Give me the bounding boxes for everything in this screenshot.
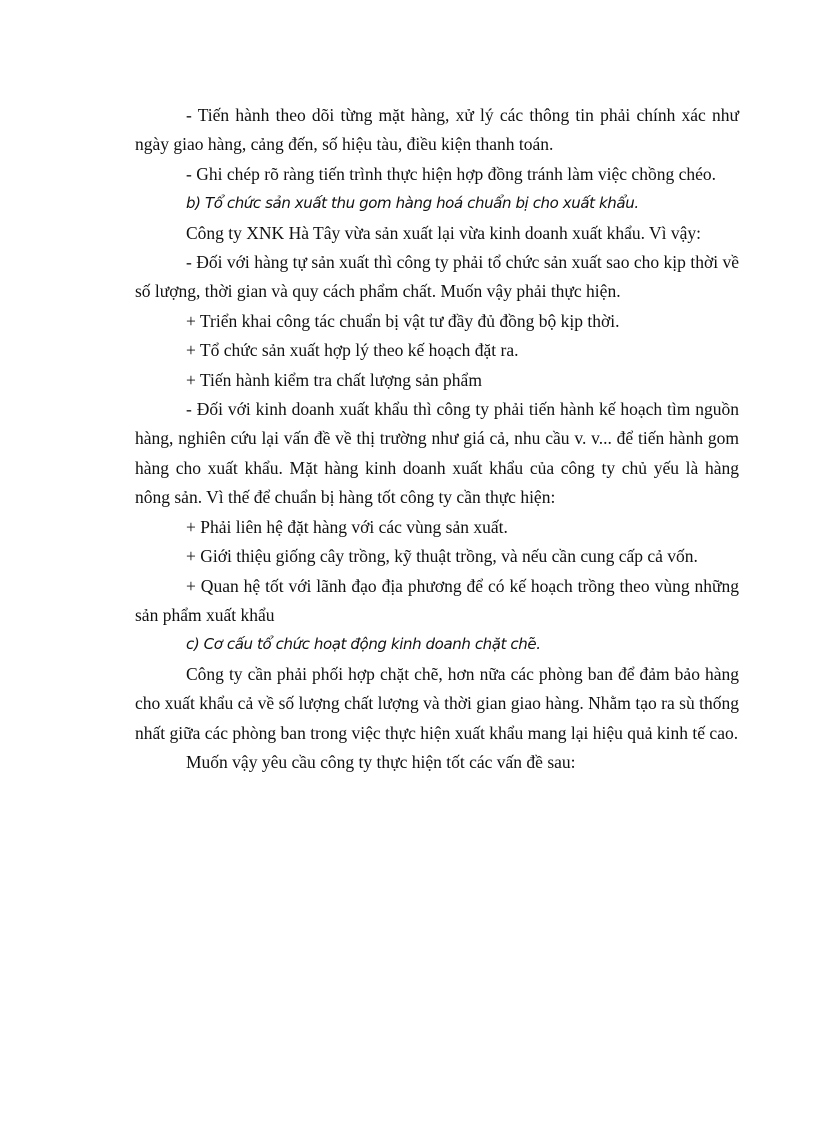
paragraph: - Đối với hàng tự sản xuất thì công ty phải tổ chức sản xuất sao cho kịp thời về số lượng, thời gian và quy cách phẩm chất. Muốn vậy phải thực hiện. <box>135 252 739 302</box>
list-item: + Quan hệ tốt với lãnh đạo địa phương để có kế hoạch trồng theo vùng những sản phẩm xuất khẩu <box>135 575 739 625</box>
paragraph: - Tiến hành theo dõi từng mặt hàng, xử lý các thông tin phải chính xác như ngày giao hàng, cảng đến, số hiệu tàu, điều kiện thanh toán. <box>135 105 739 155</box>
list-item: + Triển khai công tác chuẩn bị vật tư đầy đủ đồng bộ kịp thời. <box>186 310 620 331</box>
paragraph: Công ty cần phải phối hợp chặt chẽ, hơn nữa các phòng ban để đảm bảo hàng cho xuất khẩu cả về số lượng chất lượng và thời gian giao hàng. Nhằm tạo ra sù thống nhất giữa các phòng ban trong việc thực hiện xuất khẩu mang lại hiệu quả kinh tế cao. <box>135 663 739 743</box>
paragraph: - Đối với kinh doanh xuất khẩu thì công ty phải tiến hành kế hoạch tìm nguồn hàng, nghiên cứu lại vấn đề về thị trường như giá cả, nhu cầu v. v... để tiến hành gom hàng cho xuất khẩu. Mặt hàng kinh doanh xuất khẩu của công ty chủ yếu là hàng nông sản. Vì thế để chuẩn bị hàng tốt công ty cần thực hiện: <box>135 399 739 508</box>
list-item: + Tiến hành kiểm tra chất lượng sản phẩm <box>186 369 482 390</box>
list-item: + Giới thiệu giống cây trồng, kỹ thuật trồng, và nếu cần cung cấp cả vốn. <box>186 546 698 567</box>
paragraph: - Ghi chép rõ ràng tiến trình thực hiện hợp đồng tránh làm việc chồng chéo. <box>186 163 716 184</box>
section-heading-c: c) Cơ cấu tổ chức hoạt động kinh doanh chặt chẽ. <box>186 635 541 654</box>
list-item: + Phải liên hệ đặt hàng với các vùng sản xuất. <box>186 516 508 537</box>
document-page <box>135 101 739 777</box>
section-heading-b: b) Tổ chức sản xuất thu gom hàng hoá chuẩn bị cho xuất khẩu. <box>186 194 639 213</box>
paragraph: Muốn vậy yêu cầu công ty thực hiện tốt các vấn đề sau: <box>186 751 576 772</box>
list-item: + Tổ chức sản xuất hợp lý theo kế hoạch đặt ra. <box>186 340 519 361</box>
paragraph: Công ty XNK Hà Tây vừa sản xuất lại vừa kinh doanh xuất khẩu. Vì vậy: <box>186 222 702 243</box>
